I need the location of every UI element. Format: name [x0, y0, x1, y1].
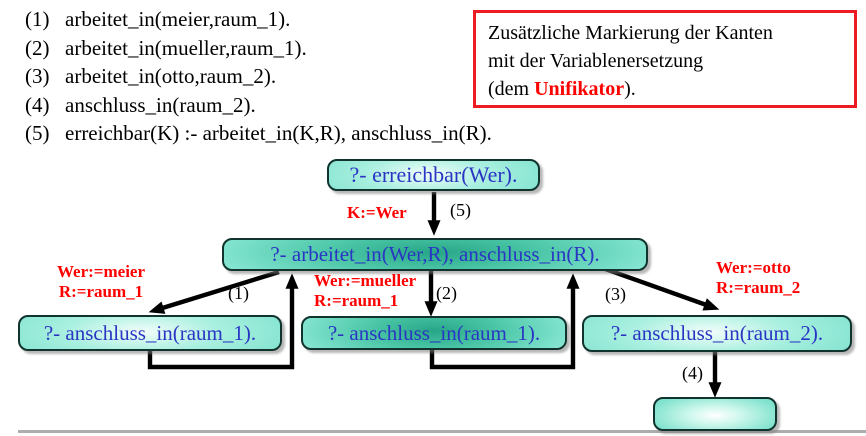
unifier-line: Wer:=meier [56, 262, 146, 281]
edge-number-e2: (2) [436, 283, 457, 303]
unifier-line: R:=raum_1 [58, 282, 144, 301]
unifier-line: R:=raum_1 [314, 291, 399, 310]
node-child-right: ?- anschluss_in(raum_2). [582, 315, 852, 352]
edge-goal-to-left [156, 272, 279, 310]
clause-text: erreichbar(K) :- arbeitet_in(K,R), anschluss_in(R). [65, 121, 492, 145]
node-root-goal: ?- erreichbar(Wer). [327, 159, 540, 191]
annotation-text: (dem [488, 78, 535, 100]
clause-text: arbeitet_in(mueller,raum_1). [65, 35, 307, 60]
unifier-line: Wer:=mueller [314, 271, 417, 290]
edge-number-e5: (5) [450, 200, 471, 220]
edge-number-e1: (1) [228, 283, 249, 303]
annotation-text: ). [624, 78, 636, 100]
clause-number: (5) [25, 121, 50, 145]
clause-number: (3) [25, 64, 50, 88]
node-empty-clause [653, 397, 777, 431]
edge-number-e4: (4) [682, 363, 703, 383]
clause-number: (1) [25, 7, 50, 31]
clause-text: arbeitet_in(meier,raum_1). [65, 7, 291, 31]
unifier-label-e2 [314, 271, 416, 311]
unifier-line: Wer:=otto [716, 258, 791, 277]
node-child-left: ?- anschluss_in(raum_1). [18, 315, 282, 351]
clause-number: (2) [25, 35, 50, 60]
clause-number: (4) [25, 92, 50, 117]
annotation-line: Zusätzliche Markierung der Kanten [488, 22, 773, 44]
unifikator-highlight: Unifikator [534, 78, 625, 100]
edge-number-e3: (3) [605, 284, 626, 304]
annotation-line: mit der Variablenersetzung [488, 50, 704, 72]
unifier-label-e1 [40, 262, 162, 302]
clause-text: anschluss_in(raum_2). [65, 92, 256, 117]
unifier-label-e5: K:=Wer [347, 203, 407, 222]
node-child-middle: ?- anschluss_in(raum_1). [301, 316, 567, 350]
unifier-label-e3 [716, 258, 800, 298]
clause-text: arbeitet_in(otto,raum_2). [65, 64, 277, 88]
unifier-line: R:=raum_2 [716, 278, 801, 297]
node-resolved-goal: ?- arbeitet_in(Wer,R), anschluss_in(R). [222, 238, 648, 271]
